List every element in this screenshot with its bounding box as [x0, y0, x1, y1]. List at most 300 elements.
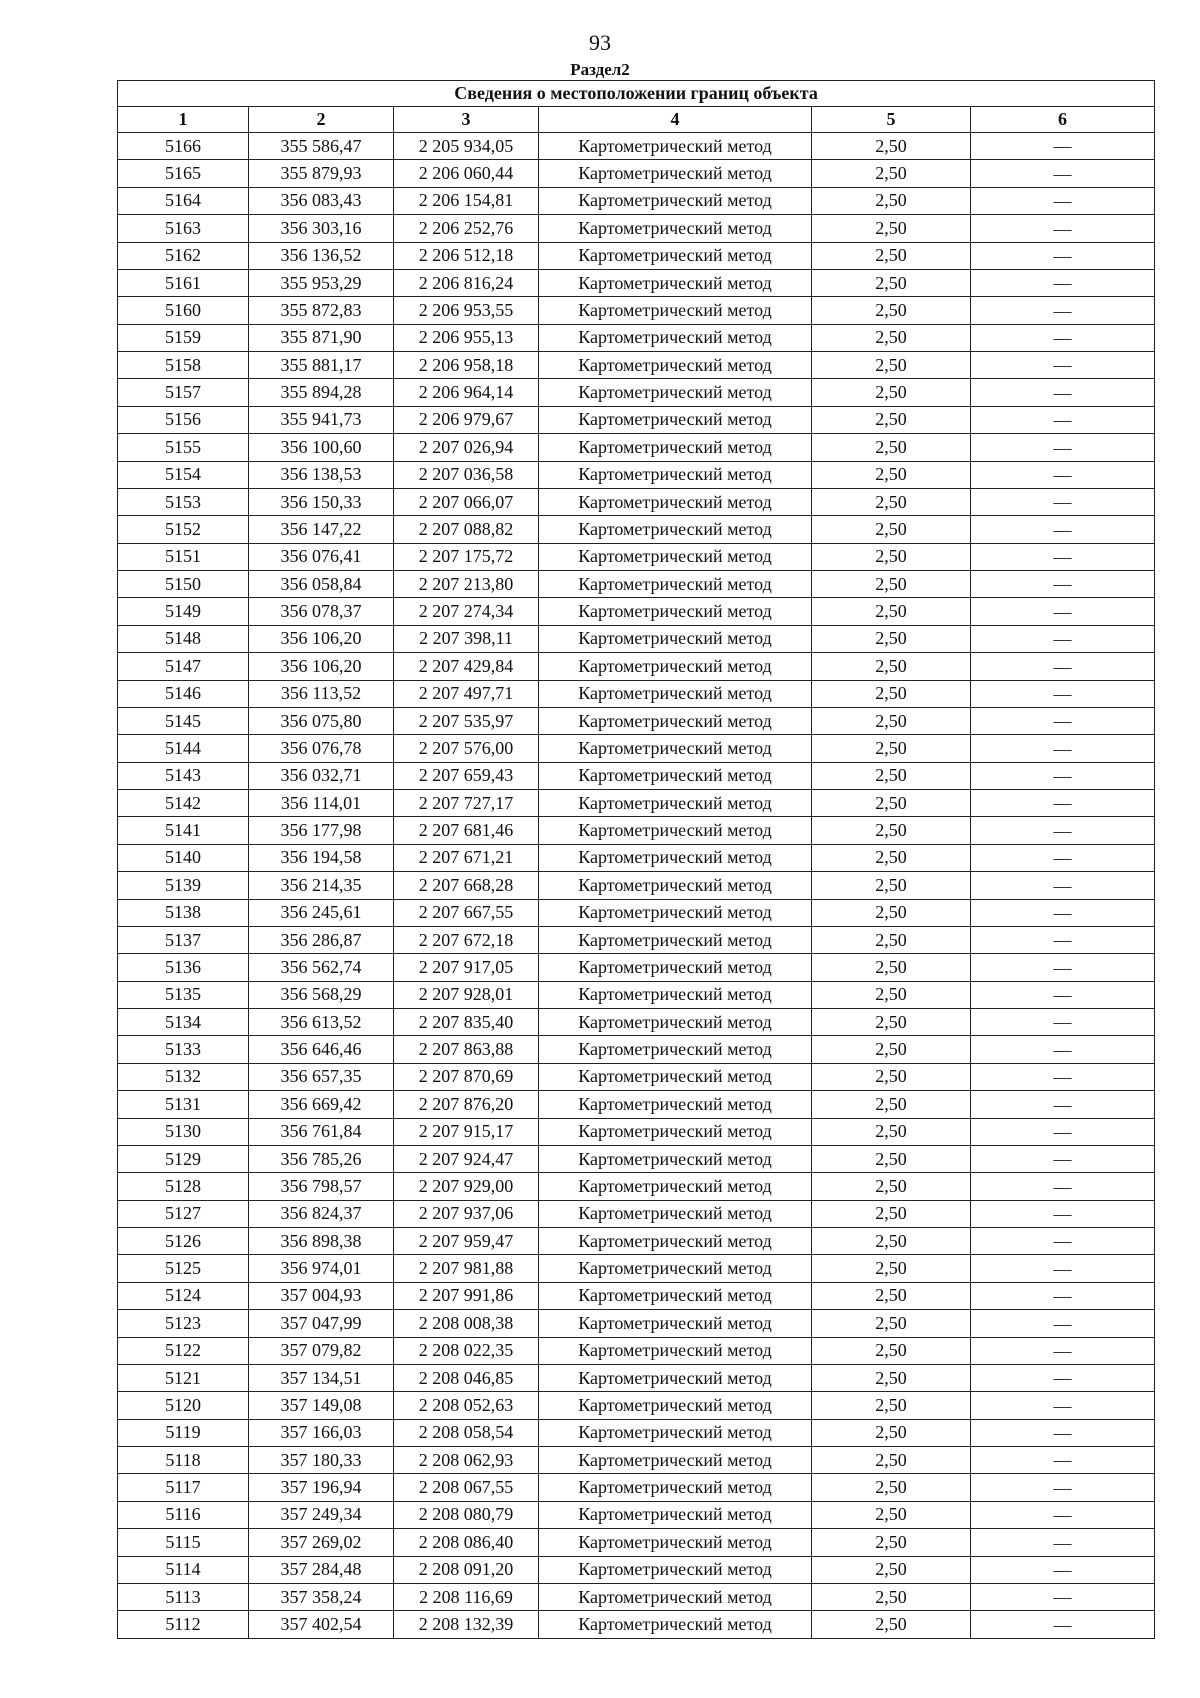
- table-row: [118, 653, 1155, 680]
- note-cell: [971, 1036, 1155, 1063]
- x-coordinate-cell: 356 114,01: [249, 790, 394, 817]
- note-cell: [971, 297, 1155, 324]
- note-cell: [971, 680, 1155, 707]
- section-label: Раздел2: [570, 60, 630, 79]
- accuracy-cell: 2,50: [812, 242, 971, 269]
- x-coordinate-cell: 356 177,98: [249, 817, 394, 844]
- point-number-cell: 5118: [118, 1447, 249, 1474]
- note-cell: [971, 1611, 1155, 1638]
- note-cell: [971, 1255, 1155, 1282]
- dash-mark: —: [1053, 1012, 1072, 1033]
- x-coordinate-cell: 356 150,33: [249, 488, 394, 515]
- dash-mark: —: [1053, 738, 1072, 759]
- accuracy-cell: 2,50: [812, 899, 971, 926]
- dash-mark: —: [1053, 382, 1072, 403]
- method-cell: Картометрический метод: [539, 872, 812, 899]
- column-header-row: [118, 107, 1155, 133]
- dash-mark: —: [1053, 1094, 1072, 1115]
- method-cell: Картометрический метод: [539, 1529, 812, 1556]
- y-coordinate-cell: 2 206 816,24: [394, 269, 539, 296]
- note-cell: [971, 1419, 1155, 1446]
- method-cell: Картометрический метод: [539, 735, 812, 762]
- accuracy-cell: 2,50: [812, 1063, 971, 1090]
- accuracy-cell: 2,50: [812, 434, 971, 461]
- x-coordinate-cell: 356 761,84: [249, 1118, 394, 1145]
- point-number-cell: 5157: [118, 379, 249, 406]
- x-coordinate-cell: 356 646,46: [249, 1036, 394, 1063]
- note-cell: [971, 324, 1155, 351]
- dash-mark: —: [1053, 875, 1072, 896]
- accuracy-cell: 2,50: [812, 1173, 971, 1200]
- dash-mark: —: [1053, 245, 1072, 266]
- column-header-3: 3: [394, 107, 539, 133]
- method-cell: Картометрический метод: [539, 1173, 812, 1200]
- x-coordinate-cell: 357 134,51: [249, 1364, 394, 1391]
- dash-mark: —: [1053, 1505, 1072, 1526]
- method-cell: Картометрический метод: [539, 1392, 812, 1419]
- point-number-cell: 5120: [118, 1392, 249, 1419]
- method-cell: Картометрический метод: [539, 297, 812, 324]
- note-cell: [971, 1145, 1155, 1172]
- method-cell: Картометрический метод: [539, 899, 812, 926]
- table-row: [118, 379, 1155, 406]
- note-cell: [971, 160, 1155, 187]
- x-coordinate-cell: 356 824,37: [249, 1200, 394, 1227]
- column-header-5: 5: [812, 107, 971, 133]
- accuracy-cell: 2,50: [812, 1419, 971, 1446]
- dash-mark: —: [1053, 1450, 1072, 1471]
- point-number-cell: 5113: [118, 1583, 249, 1610]
- point-number-cell: 5148: [118, 625, 249, 652]
- note-cell: [971, 406, 1155, 433]
- point-number-cell: 5156: [118, 406, 249, 433]
- dash-mark: —: [1053, 547, 1072, 567]
- method-cell: Картометрический метод: [539, 406, 812, 433]
- accuracy-cell: 2,50: [812, 625, 971, 652]
- table-row: [118, 707, 1155, 734]
- x-coordinate-cell: 356 100,60: [249, 434, 394, 461]
- table-row: [118, 215, 1155, 242]
- table-row: [118, 1337, 1155, 1364]
- point-number-cell: 5135: [118, 981, 249, 1008]
- y-coordinate-cell: 2 207 088,82: [394, 516, 539, 543]
- note-cell: [971, 625, 1155, 652]
- x-coordinate-cell: 357 047,99: [249, 1310, 394, 1337]
- table-row: [118, 735, 1155, 762]
- point-number-cell: 5165: [118, 160, 249, 187]
- y-coordinate-cell: 2 207 672,18: [394, 926, 539, 953]
- table-head: [118, 81, 1155, 133]
- note-cell: [971, 872, 1155, 899]
- note-cell: [971, 762, 1155, 789]
- y-coordinate-cell: 2 207 671,21: [394, 844, 539, 871]
- dash-mark: —: [1053, 1039, 1072, 1060]
- x-coordinate-cell: 355 872,83: [249, 297, 394, 324]
- dash-mark: —: [1053, 1231, 1072, 1252]
- dash-mark: —: [1053, 1067, 1072, 1088]
- accuracy-cell: 2,50: [812, 817, 971, 844]
- table-row: [118, 1611, 1155, 1638]
- method-cell: Картометрический метод: [539, 1419, 812, 1446]
- dash-mark: —: [1053, 629, 1072, 650]
- point-number-cell: 5133: [118, 1036, 249, 1063]
- note-cell: [971, 926, 1155, 953]
- y-coordinate-cell: 2 206 955,13: [394, 324, 539, 351]
- dash-mark: —: [1053, 1614, 1072, 1635]
- note-cell: [971, 543, 1155, 570]
- dash-mark: —: [1053, 820, 1072, 841]
- x-coordinate-cell: 356 076,78: [249, 735, 394, 762]
- accuracy-cell: 2,50: [812, 954, 971, 981]
- accuracy-cell: 2,50: [812, 461, 971, 488]
- column-header-6: 6: [971, 107, 1155, 133]
- point-number-cell: 5123: [118, 1310, 249, 1337]
- y-coordinate-cell: 2 206 979,67: [394, 406, 539, 433]
- dash-mark: —: [1053, 355, 1072, 376]
- accuracy-cell: 2,50: [812, 324, 971, 351]
- y-coordinate-cell: 2 207 274,34: [394, 598, 539, 625]
- method-cell: Картометрический метод: [539, 461, 812, 488]
- method-cell: Картометрический метод: [539, 1474, 812, 1501]
- point-number-cell: 5147: [118, 653, 249, 680]
- dash-mark: —: [1053, 519, 1072, 540]
- table-row: [118, 1556, 1155, 1583]
- note-cell: [971, 1501, 1155, 1528]
- x-coordinate-cell: 355 894,28: [249, 379, 394, 406]
- x-coordinate-cell: 356 136,52: [249, 242, 394, 269]
- dash-mark: —: [1053, 793, 1072, 814]
- dash-mark: —: [1053, 300, 1072, 321]
- point-number-cell: 5140: [118, 844, 249, 871]
- table-row: [118, 872, 1155, 899]
- method-cell: Картометрический метод: [539, 817, 812, 844]
- method-cell: Картометрический метод: [539, 160, 812, 187]
- method-cell: Картометрический метод: [539, 653, 812, 680]
- note-cell: [971, 1310, 1155, 1337]
- accuracy-cell: 2,50: [812, 598, 971, 625]
- table-row: [118, 187, 1155, 214]
- note-cell: [971, 598, 1155, 625]
- note-cell: [971, 133, 1155, 160]
- method-cell: Картометрический метод: [539, 680, 812, 707]
- y-coordinate-cell: 2 208 116,69: [394, 1583, 539, 1610]
- method-cell: Картометрический метод: [539, 434, 812, 461]
- note-cell: [971, 844, 1155, 871]
- accuracy-cell: 2,50: [812, 133, 971, 160]
- point-number-cell: 5116: [118, 1501, 249, 1528]
- y-coordinate-cell: 2 207 668,28: [394, 872, 539, 899]
- y-coordinate-cell: 2 207 213,80: [394, 571, 539, 598]
- note-cell: [971, 1583, 1155, 1610]
- y-coordinate-cell: 2 207 175,72: [394, 543, 539, 570]
- table-row: [118, 269, 1155, 296]
- table-row: [118, 1063, 1155, 1090]
- note-cell: [971, 1173, 1155, 1200]
- x-coordinate-cell: 356 562,74: [249, 954, 394, 981]
- y-coordinate-cell: 2 208 062,93: [394, 1447, 539, 1474]
- point-number-cell: 5151: [118, 543, 249, 570]
- point-number-cell: 5126: [118, 1228, 249, 1255]
- table-row: [118, 488, 1155, 515]
- point-number-cell: 5149: [118, 598, 249, 625]
- dash-mark: —: [1053, 1587, 1072, 1608]
- x-coordinate-cell: 357 180,33: [249, 1447, 394, 1474]
- table-row: [118, 242, 1155, 269]
- column-header-2: 2: [249, 107, 394, 133]
- note-cell: [971, 1009, 1155, 1036]
- x-coordinate-cell: 356 075,80: [249, 707, 394, 734]
- y-coordinate-cell: 2 207 497,71: [394, 680, 539, 707]
- accuracy-cell: 2,50: [812, 1282, 971, 1309]
- method-cell: Картометрический метод: [539, 1036, 812, 1063]
- y-coordinate-cell: 2 207 681,46: [394, 817, 539, 844]
- x-coordinate-cell: 356 147,22: [249, 516, 394, 543]
- point-number-cell: 5153: [118, 488, 249, 515]
- x-coordinate-cell: 356 669,42: [249, 1091, 394, 1118]
- note-cell: [971, 790, 1155, 817]
- method-cell: Картометрический метод: [539, 790, 812, 817]
- table-row: [118, 1583, 1155, 1610]
- method-cell: Картометрический метод: [539, 352, 812, 379]
- note-cell: [971, 1529, 1155, 1556]
- y-coordinate-cell: 2 207 429,84: [394, 653, 539, 680]
- point-number-cell: 5161: [118, 269, 249, 296]
- note-cell: [971, 954, 1155, 981]
- table-row: [118, 1392, 1155, 1419]
- y-coordinate-cell: 2 206 252,76: [394, 215, 539, 242]
- method-cell: Картометрический метод: [539, 133, 812, 160]
- table-row: [118, 762, 1155, 789]
- accuracy-cell: 2,50: [812, 1529, 971, 1556]
- table-row: [118, 1447, 1155, 1474]
- x-coordinate-cell: 357 196,94: [249, 1474, 394, 1501]
- dash-mark: —: [1053, 492, 1072, 513]
- y-coordinate-cell: 2 208 080,79: [394, 1501, 539, 1528]
- method-cell: Картометрический метод: [539, 215, 812, 242]
- note-cell: [971, 1282, 1155, 1309]
- y-coordinate-cell: 2 208 008,38: [394, 1310, 539, 1337]
- table-row: [118, 625, 1155, 652]
- table-row: [118, 1474, 1155, 1501]
- x-coordinate-cell: 357 079,82: [249, 1337, 394, 1364]
- point-number-cell: 5144: [118, 735, 249, 762]
- dash-mark: —: [1053, 766, 1072, 786]
- method-cell: Картометрический метод: [539, 625, 812, 652]
- point-number-cell: 5159: [118, 324, 249, 351]
- note-cell: [971, 735, 1155, 762]
- accuracy-cell: 2,50: [812, 160, 971, 187]
- boundary-coordinates-table: [117, 80, 1155, 1639]
- table-row: [118, 899, 1155, 926]
- dash-mark: —: [1053, 848, 1072, 869]
- method-cell: Картометрический метод: [539, 981, 812, 1008]
- x-coordinate-cell: 356 898,38: [249, 1228, 394, 1255]
- y-coordinate-cell: 2 208 022,35: [394, 1337, 539, 1364]
- accuracy-cell: 2,50: [812, 1228, 971, 1255]
- dash-mark: —: [1053, 163, 1072, 184]
- y-coordinate-cell: 2 207 835,40: [394, 1009, 539, 1036]
- table-row: [118, 954, 1155, 981]
- table-row: [118, 1228, 1155, 1255]
- y-coordinate-cell: 2 207 876,20: [394, 1091, 539, 1118]
- point-number-cell: 5164: [118, 187, 249, 214]
- y-coordinate-cell: 2 208 086,40: [394, 1529, 539, 1556]
- method-cell: Картометрический метод: [539, 1583, 812, 1610]
- accuracy-cell: 2,50: [812, 1392, 971, 1419]
- point-number-cell: 5124: [118, 1282, 249, 1309]
- accuracy-cell: 2,50: [812, 1255, 971, 1282]
- accuracy-cell: 2,50: [812, 488, 971, 515]
- note-cell: [971, 817, 1155, 844]
- method-cell: Картометрический метод: [539, 1337, 812, 1364]
- dash-mark: —: [1053, 1149, 1072, 1170]
- dash-mark: —: [1053, 328, 1072, 348]
- dash-mark: —: [1053, 601, 1072, 622]
- accuracy-cell: 2,50: [812, 379, 971, 406]
- column-header-1: 1: [118, 107, 249, 133]
- dash-mark: —: [1053, 191, 1072, 212]
- x-coordinate-cell: 356 032,71: [249, 762, 394, 789]
- x-coordinate-cell: 355 953,29: [249, 269, 394, 296]
- method-cell: Картометрический метод: [539, 844, 812, 871]
- note-cell: [971, 1474, 1155, 1501]
- accuracy-cell: 2,50: [812, 1501, 971, 1528]
- accuracy-cell: 2,50: [812, 1009, 971, 1036]
- accuracy-cell: 2,50: [812, 790, 971, 817]
- x-coordinate-cell: 357 358,24: [249, 1583, 394, 1610]
- x-coordinate-cell: 356 785,26: [249, 1145, 394, 1172]
- accuracy-cell: 2,50: [812, 215, 971, 242]
- accuracy-cell: 2,50: [812, 1364, 971, 1391]
- dash-mark: —: [1053, 273, 1072, 294]
- point-number-cell: 5142: [118, 790, 249, 817]
- x-coordinate-cell: 356 194,58: [249, 844, 394, 871]
- dash-mark: —: [1053, 136, 1072, 157]
- x-coordinate-cell: 356 106,20: [249, 625, 394, 652]
- dash-mark: —: [1053, 1368, 1072, 1389]
- point-number-cell: 5146: [118, 680, 249, 707]
- y-coordinate-cell: 2 207 937,06: [394, 1200, 539, 1227]
- dash-mark: —: [1053, 464, 1072, 485]
- method-cell: Картометрический метод: [539, 1447, 812, 1474]
- method-cell: Картометрический метод: [539, 379, 812, 406]
- accuracy-cell: 2,50: [812, 1091, 971, 1118]
- x-coordinate-cell: 356 303,16: [249, 215, 394, 242]
- point-number-cell: 5115: [118, 1529, 249, 1556]
- dash-mark: —: [1053, 902, 1072, 923]
- accuracy-cell: 2,50: [812, 543, 971, 570]
- accuracy-cell: 2,50: [812, 762, 971, 789]
- method-cell: Картометрический метод: [539, 1228, 812, 1255]
- method-cell: Картометрический метод: [539, 954, 812, 981]
- y-coordinate-cell: 2 207 535,97: [394, 707, 539, 734]
- note-cell: [971, 434, 1155, 461]
- point-number-cell: 5129: [118, 1145, 249, 1172]
- note-cell: [971, 488, 1155, 515]
- y-coordinate-cell: 2 206 154,81: [394, 187, 539, 214]
- point-number-cell: 5145: [118, 707, 249, 734]
- y-coordinate-cell: 2 207 928,01: [394, 981, 539, 1008]
- accuracy-cell: 2,50: [812, 1145, 971, 1172]
- point-number-cell: 5150: [118, 571, 249, 598]
- dash-mark: —: [1053, 1559, 1072, 1580]
- table-row: [118, 461, 1155, 488]
- note-cell: [971, 899, 1155, 926]
- x-coordinate-cell: 357 284,48: [249, 1556, 394, 1583]
- x-coordinate-cell: 356 078,37: [249, 598, 394, 625]
- accuracy-cell: 2,50: [812, 352, 971, 379]
- dash-mark: —: [1053, 1313, 1072, 1334]
- method-cell: Картометрический метод: [539, 269, 812, 296]
- dash-mark: —: [1053, 410, 1072, 431]
- dash-mark: —: [1053, 711, 1072, 732]
- dash-mark: —: [1053, 1204, 1072, 1224]
- dash-mark: —: [1053, 985, 1072, 1005]
- y-coordinate-cell: 2 206 512,18: [394, 242, 539, 269]
- table-row: [118, 817, 1155, 844]
- table-row: [118, 543, 1155, 570]
- note-cell: [971, 1200, 1155, 1227]
- table-row: [118, 1255, 1155, 1282]
- method-cell: Картометрический метод: [539, 1118, 812, 1145]
- y-coordinate-cell: 2 205 934,05: [394, 133, 539, 160]
- dash-mark: —: [1053, 1286, 1072, 1307]
- x-coordinate-cell: 356 083,43: [249, 187, 394, 214]
- dash-mark: —: [1053, 437, 1072, 458]
- y-coordinate-cell: 2 207 659,43: [394, 762, 539, 789]
- note-cell: [971, 461, 1155, 488]
- table-row: [118, 1009, 1155, 1036]
- accuracy-cell: 2,50: [812, 571, 971, 598]
- x-coordinate-cell: 357 402,54: [249, 1611, 394, 1638]
- table-row: [118, 844, 1155, 871]
- point-number-cell: 5152: [118, 516, 249, 543]
- accuracy-cell: 2,50: [812, 1447, 971, 1474]
- x-coordinate-cell: 356 613,52: [249, 1009, 394, 1036]
- method-cell: Картометрический метод: [539, 1501, 812, 1528]
- y-coordinate-cell: 2 208 091,20: [394, 1556, 539, 1583]
- table-row: [118, 352, 1155, 379]
- table-caption: Сведения о местоположении границ объекта: [118, 81, 1155, 107]
- note-cell: [971, 1392, 1155, 1419]
- table-row: [118, 1145, 1155, 1172]
- method-cell: Картометрический метод: [539, 1364, 812, 1391]
- method-cell: Картометрический метод: [539, 1200, 812, 1227]
- y-coordinate-cell: 2 207 066,07: [394, 488, 539, 515]
- x-coordinate-cell: 357 166,03: [249, 1419, 394, 1446]
- accuracy-cell: 2,50: [812, 187, 971, 214]
- accuracy-cell: 2,50: [812, 406, 971, 433]
- point-number-cell: 5138: [118, 899, 249, 926]
- table-row: [118, 790, 1155, 817]
- table-row: [118, 1282, 1155, 1309]
- y-coordinate-cell: 2 207 991,86: [394, 1282, 539, 1309]
- x-coordinate-cell: 356 245,61: [249, 899, 394, 926]
- y-coordinate-cell: 2 207 398,11: [394, 625, 539, 652]
- x-coordinate-cell: 357 269,02: [249, 1529, 394, 1556]
- point-number-cell: 5114: [118, 1556, 249, 1583]
- note-cell: [971, 1447, 1155, 1474]
- x-coordinate-cell: 356 138,53: [249, 461, 394, 488]
- point-number-cell: 5134: [118, 1009, 249, 1036]
- table-row: [118, 981, 1155, 1008]
- y-coordinate-cell: 2 207 929,00: [394, 1173, 539, 1200]
- x-coordinate-cell: 356 974,01: [249, 1255, 394, 1282]
- dash-mark: —: [1053, 1477, 1072, 1498]
- y-coordinate-cell: 2 207 981,88: [394, 1255, 539, 1282]
- y-coordinate-cell: 2 206 953,55: [394, 297, 539, 324]
- y-coordinate-cell: 2 207 036,58: [394, 461, 539, 488]
